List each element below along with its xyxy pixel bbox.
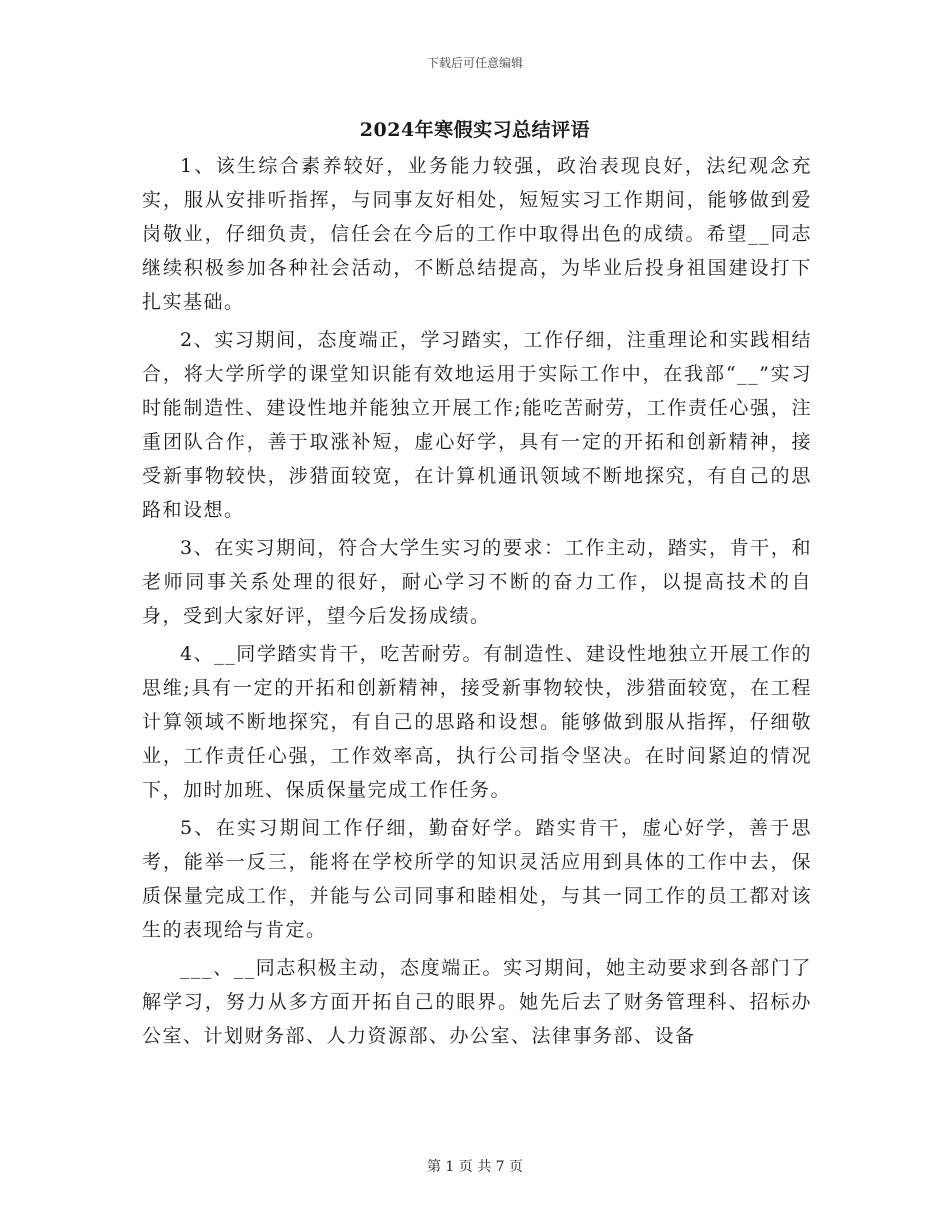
paragraph-1: 1、该生综合素养较好，业务能力较强，政治表现良好，法纪观念充实，服从安排听指挥，与同事友好相处，短短实习工作期间，能够做到爱岗敬业，仔细负责，信任会在今后的工作中取得出色的成绩。希望__同志继续积极参加各种社会活动，不断总结提高，为毕业后投身祖国建设打下扎实基础。 [142, 155, 812, 313]
header-note: 下载后可任意编辑 [426, 56, 523, 70]
document-body [142, 149, 812, 1057]
paragraph-3: 3、在实习期间，符合大学生实习的要求：工作主动，踏实，肯干，和老师同事关系处理的很好，耐心学习不断的奋力工作，以提高技术的自身，受到大家好评，望今后发扬成绩。 [142, 537, 812, 627]
paragraph-2: 2、实习期间，态度端正，学习踏实，工作仔细，注重理论和实践相结合，将大学所学的课堂知识能有效地运用于实际工作中，在我部“__”实习时能制造性、建设性地并能独立开展工作;能吃苦耐劳，工作责任心强，注重团队合作，善于取涨补短，虚心好学，具有一定的开拓和创新精神，接受新事物较快，涉猎面较宽，在计算机通讯领域不断地探究，有自己的思路和设想。 [142, 329, 812, 521]
document-title: 2024年寒假实习总结评语 [359, 119, 591, 141]
page-number-footer: 第 1 页 共 7 页 [426, 1159, 524, 1175]
paragraph-4: 4、__同学踏实肯干，吃苦耐劳。有制造性、建设性地独立开展工作的思维;具有一定的开拓和创新精神，接受新事物较快，涉猎面较宽，在工程计算领域不断地探究，有自己的思路和设想。能够做到服从指挥，仔细敬业，工作责任心强，工作效率高，执行公司指令坚决。在时间紧迫的情况下，加时加班、保质保量完成工作任务。 [142, 643, 812, 801]
paragraph-6: ___、__同志积极主动，态度端正。实习期间，她主动要求到各部门了解学习，努力从多方面开拓自己的眼界。她先后去了财务管理科、招标办公室、计划财务部、人力资源部、办公室、法律事务部、设备 [142, 957, 812, 1047]
paragraph-5: 5、在实习期间工作仔细，勤奋好学。踏实肯干，虚心好学，善于思考，能举一反三，能将在学校所学的知识灵活应用到具体的工作中去，保质保量完成工作，并能与公司同事和睦相处，与其一同工作的员工都对该生的表现给与肯定。 [142, 817, 812, 941]
